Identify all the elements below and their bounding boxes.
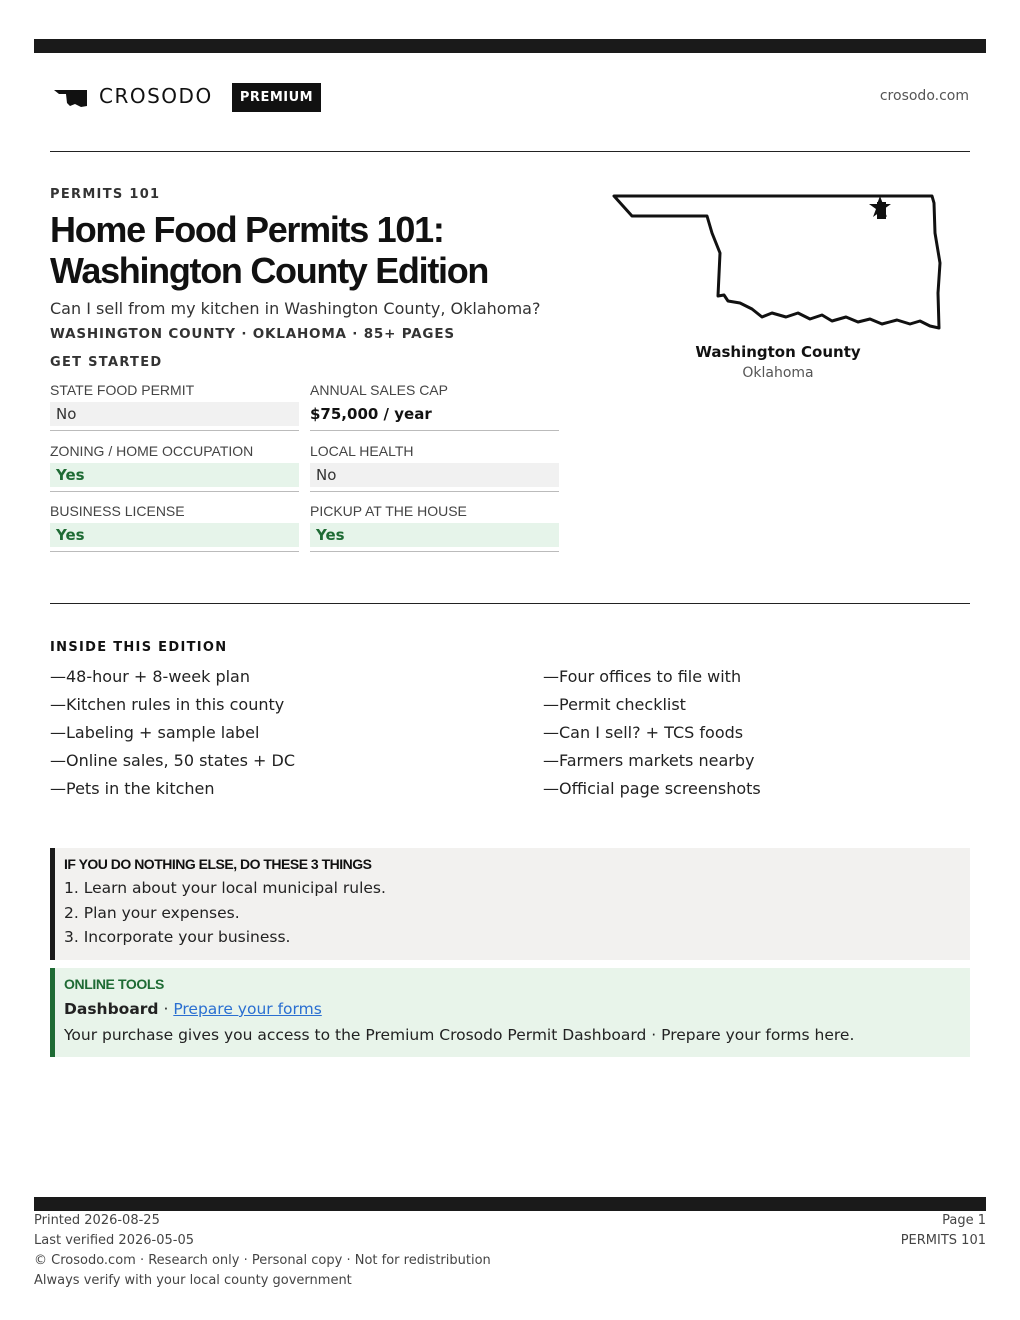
copyright: © Crosodo.com · Research only · Personal copy · Not for redistribution: [34, 1253, 491, 1268]
printed-date: Printed 2026-08-25: [34, 1213, 160, 1228]
callout-title: IF YOU DO NOTHING ELSE, DO THESE 3 THINGS: [64, 856, 372, 872]
cell-divider: [50, 491, 299, 492]
map-county-label: Washington County: [695, 343, 861, 361]
prepare-forms-link[interactable]: Prepare your forms: [173, 1000, 322, 1018]
zoning-cell: [50, 443, 299, 492]
cell-label: ZONING / HOME OCCUPATION: [50, 443, 254, 459]
toc-right-list: [543, 663, 963, 803]
cell-divider: [310, 430, 559, 431]
annual-sales-cap-cell: [310, 382, 559, 431]
verified-date: Last verified 2026-05-05: [34, 1233, 194, 1248]
cell-value: Yes: [50, 463, 299, 487]
edition-meta: WASHINGTON COUNTY · OKLAHOMA · 85+ PAGES: [50, 326, 455, 342]
toc-item: —48-hour + 8-week plan: [50, 667, 250, 686]
cell-value: No: [50, 402, 299, 426]
callout-item: 2. Plan your expenses.: [64, 903, 240, 922]
oklahoma-state-icon: [54, 88, 88, 108]
cell-label: BUSINESS LICENSE: [50, 503, 185, 519]
footer-section: PERMITS 101: [900, 1233, 986, 1248]
toc-item: —Kitchen rules in this county: [50, 695, 285, 714]
page-number: Page 1: [942, 1213, 986, 1228]
header-divider: [50, 151, 970, 152]
footer-left: [34, 1211, 491, 1291]
top-bar: [34, 39, 986, 53]
tools-separator: ·: [158, 1000, 174, 1018]
toc-item: —Online sales, 50 states + DC: [50, 751, 296, 770]
cell-value: Yes: [50, 523, 299, 547]
cell-divider: [310, 551, 559, 552]
cell-label: PICKUP AT THE HOUSE: [310, 503, 467, 519]
toc-item: —Permit checklist: [543, 695, 686, 714]
online-tools-box: [50, 968, 970, 1057]
pickup-cell: [310, 503, 559, 552]
cell-divider: [50, 551, 299, 552]
cell-value: $75,000 / year: [310, 405, 432, 423]
dashboard-label: Dashboard: [64, 1000, 159, 1018]
callout-item: 1. Learn about your local municipal rules.: [64, 879, 386, 897]
tools-links-line: [64, 996, 970, 1022]
cell-label: LOCAL HEALTH: [310, 443, 414, 459]
state-food-permit-cell: [50, 382, 299, 431]
toc-item: —Pets in the kitchen: [50, 779, 215, 798]
bottom-bar: [34, 1197, 986, 1211]
title-line-1: Home Food Permits 101:: [50, 209, 444, 250]
tools-description: Your purchase gives you access to the Premium Crosodo Permit Dashboard · Prepare your forms here.: [64, 1026, 855, 1044]
toc-item: —Can I sell? + TCS foods: [543, 723, 744, 742]
footer-right: [901, 1211, 986, 1251]
toc-item: —Farmers markets nearby: [543, 751, 755, 770]
callout-item: 3. Incorporate your business.: [64, 928, 291, 946]
site-url[interactable]: crosodo.com: [879, 88, 969, 104]
cell-label: ANNUAL SALES CAP: [310, 382, 448, 398]
brand-name: CROSODO: [99, 84, 213, 108]
cell-divider: [50, 430, 299, 431]
premium-badge: PREMIUM: [232, 83, 321, 112]
cell-value: No: [310, 463, 559, 487]
oklahoma-map: [612, 193, 942, 333]
toc-item: —Official page screenshots: [543, 779, 761, 798]
page-title: [50, 209, 610, 291]
cell-label: STATE FOOD PERMIT: [50, 382, 195, 398]
inside-heading: INSIDE THIS EDITION: [50, 640, 228, 655]
toc-left-list: [50, 663, 530, 803]
toc-item: —Four offices to file with: [543, 667, 742, 686]
three-things-callout: [50, 848, 970, 960]
toc-item: —Labeling + sample label: [50, 723, 260, 742]
page-subtitle: Can I sell from my kitchen in Washington County, Oklahoma?: [50, 299, 541, 318]
section-divider: [50, 603, 970, 604]
map-state-label: Oklahoma: [742, 365, 814, 381]
tools-title: ONLINE TOOLS: [64, 976, 164, 992]
local-health-cell: [310, 443, 559, 492]
business-license-cell: [50, 503, 299, 552]
disclaimer: Always verify with your local county government: [34, 1273, 352, 1288]
title-line-2: Washington County Edition: [50, 250, 489, 291]
cell-divider: [310, 491, 559, 492]
cell-value: Yes: [310, 523, 559, 547]
get-started-heading: GET STARTED: [50, 355, 163, 370]
section-eyebrow: PERMITS 101: [50, 187, 161, 202]
